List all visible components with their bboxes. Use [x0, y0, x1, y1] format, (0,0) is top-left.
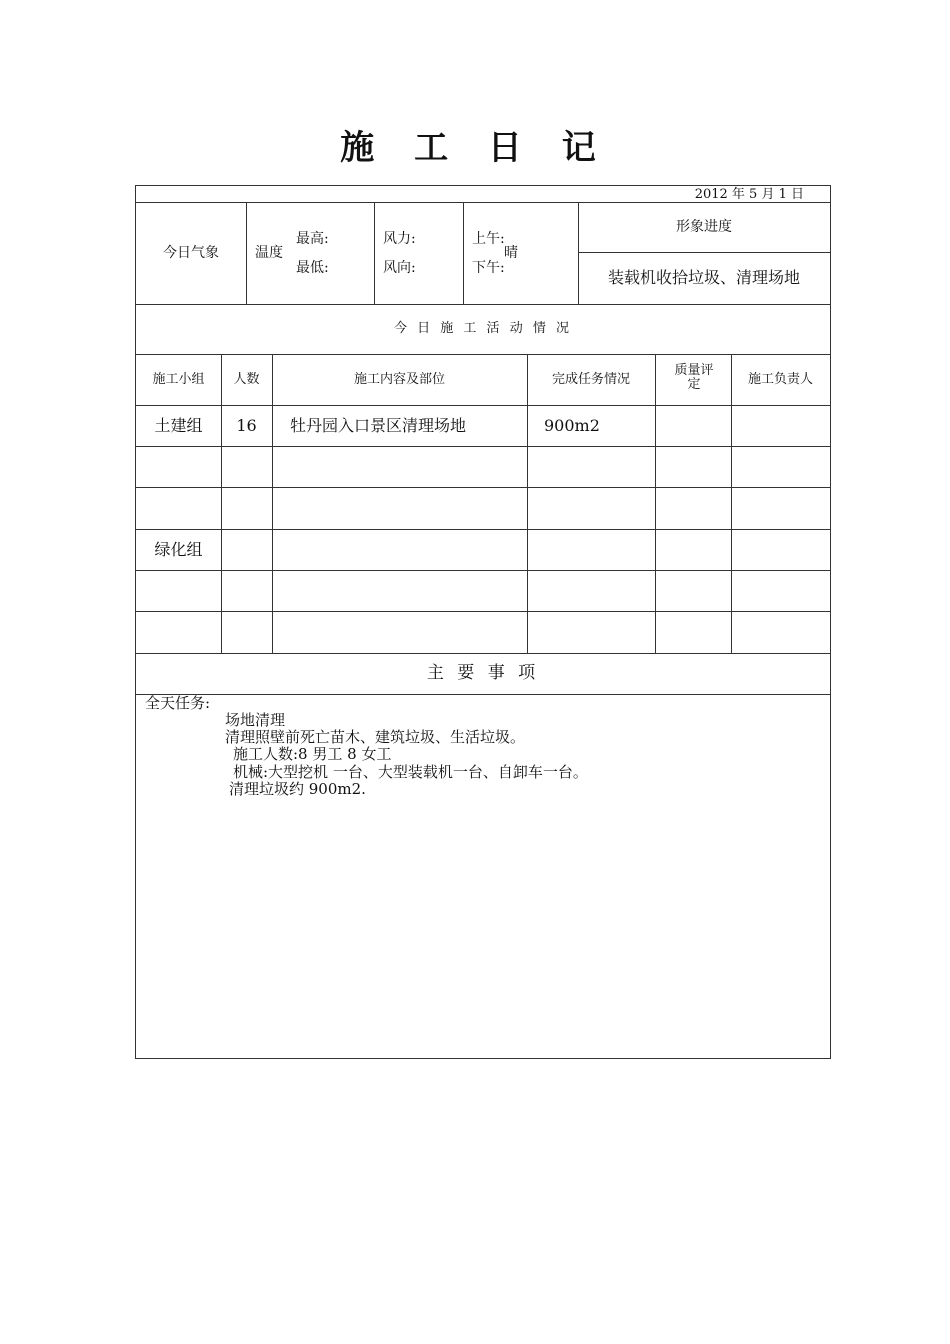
- row-divider: [136, 487, 830, 488]
- notes-line: 清理照壁前死亡苗木、建筑垃圾、生活垃圾。: [225, 728, 526, 746]
- main-items-header: 主 要 事 项: [426, 663, 540, 683]
- header-team: 施工小组: [152, 372, 205, 387]
- row-divider: [136, 653, 830, 654]
- row-divider: [136, 405, 830, 406]
- row-divider: [136, 446, 830, 447]
- notes-line: 场地清理: [225, 711, 286, 729]
- row-divider: [578, 252, 830, 253]
- table-cell-team: 绿化组: [154, 540, 203, 559]
- notes-heading: 全天任务:: [145, 694, 211, 712]
- header-headcount: 人数: [233, 372, 260, 387]
- col-divider: [731, 354, 732, 653]
- row-divider: [136, 694, 830, 695]
- notes-line: 施工人数:8 男工 8 女工: [233, 745, 392, 763]
- table-cell-team: 土建组: [154, 416, 203, 435]
- header-completion: 完成任务情况: [551, 372, 630, 387]
- col-divider: [246, 202, 247, 304]
- morning-label: 上午:: [472, 231, 505, 247]
- row-divider: [136, 611, 830, 612]
- row-divider: [136, 354, 830, 355]
- afternoon-label: 下午:: [472, 260, 505, 276]
- row-divider: [136, 570, 830, 571]
- wind-direction-label: 风向:: [383, 260, 416, 276]
- notes-line: 机械:大型挖机 一台、大型装载机一台、自卸车一台。: [233, 763, 588, 781]
- weather-condition: 晴: [504, 245, 518, 261]
- col-divider: [221, 354, 222, 653]
- header-content: 施工内容及部位: [353, 372, 445, 387]
- min-temp-label: 最低:: [296, 260, 329, 276]
- activity-header: 今 日 施 工 活 动 情 况: [394, 321, 572, 336]
- col-divider: [272, 354, 273, 653]
- col-divider: [374, 202, 375, 304]
- notes-line: 清理垃圾约 900m2.: [229, 780, 366, 798]
- col-divider: [655, 354, 656, 653]
- col-divider: [527, 354, 528, 653]
- construction-diary-form: [135, 185, 831, 1059]
- progress-value: 装载机收拾垃圾、清理场地: [607, 268, 800, 287]
- max-temp-label: 最高:: [296, 231, 329, 247]
- header-quality: 质量评定: [674, 363, 714, 392]
- col-divider: [463, 202, 464, 304]
- table-cell-content: 牡丹园入口景区清理场地: [290, 416, 467, 435]
- wind-force-label: 风力:: [383, 231, 416, 247]
- date-text: 2012 年 5 月 1 日: [694, 187, 804, 202]
- temperature-label: 温度: [255, 245, 283, 261]
- weather-label: 今日气象: [163, 245, 219, 261]
- page-title: 施 工 日 记: [340, 128, 610, 168]
- row-divider: [136, 529, 830, 530]
- header-supervisor: 施工负责人: [747, 372, 813, 387]
- row-divider: [136, 202, 830, 203]
- table-cell-headcount: 16: [236, 416, 257, 435]
- table-cell-completion: 900m2: [544, 416, 600, 435]
- progress-label: 形象进度: [676, 219, 732, 235]
- row-divider: [136, 304, 830, 305]
